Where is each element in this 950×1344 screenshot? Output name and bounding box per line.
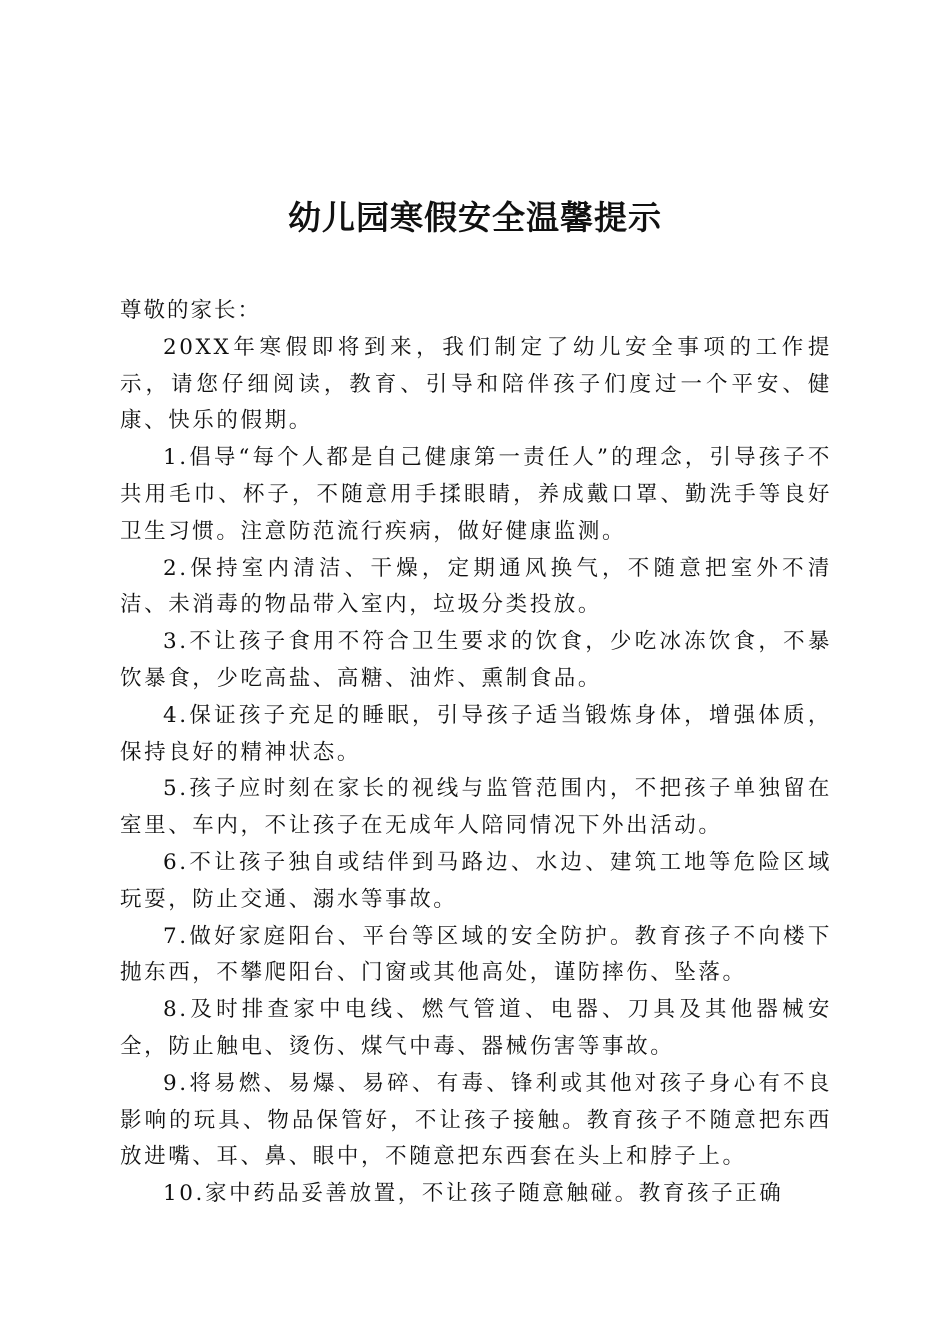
document-title: 幼儿园寒假安全温馨提示 [288,198,662,237]
tip-9-paragraph: 9.将易燃、易爆、易碎、有毒、锋利或其他对孩子身心有不良影响的玩具、物品保管好，不让孩子接触。教育孩子不随意把东西放进嘴、耳、鼻、眼中，不随意把东西套在头上和脖子上。 [120,1070,832,1170]
salutation: 尊敬的家长： [120,298,262,323]
tip-10-paragraph: 10.家中药品妥善放置，不让孩子随意触碰。教育孩子正确 [163,1181,784,1207]
document-body [120,293,832,1213]
tip-4-paragraph: 4.保证孩子充足的睡眠，引导孩子适当锻炼身体，增强体质，保持良好的精神状态。 [120,702,832,765]
tip-8-paragraph: 8.及时排查家中电线、燃气管道、电器、刀具及其他器械安全，防止触电、烫伤、煤气中毒、器械伤害等事故。 [120,997,832,1059]
tip-3-paragraph: 3.不让孩子食用不符合卫生要求的饮食，少吃冰冻饮食，不暴饮暴食，少吃高盐、高糖、油炸、熏制食品。 [120,629,832,691]
intro-paragraph: 20XX年寒假即将到来，我们制定了幼儿安全事项的工作提示，请您仔细阅读，教育、引导和陪伴孩子们度过一个平安、健康、快乐的假期。 [120,334,832,434]
tip-2-paragraph: 2.保持室内清洁、干燥，定期通风换气，不随意把室外不清洁、未消毒的物品带入室内，垃圾分类投放。 [120,555,832,618]
tip-5-paragraph: 5.孩子应时刻在家长的视线与监管范围内，不把孩子单独留在室里、车内，不让孩子在无成年人陪同情况下外出活动。 [120,776,832,839]
tip-1-paragraph: 1.倡导“每个人都是自己健康第一责任人”的理念，引导孩子不共用毛巾、杯子，不随意用手揉眼睛，养成戴口罩、勤洗手等良好卫生习惯。注意防范流行疾病，做好健康监测。 [120,445,832,544]
tip-6-paragraph: 6.不让孩子独自或结伴到马路边、水边、建筑工地等危险区域玩耍，防止交通、溺水等事故。 [120,849,832,912]
tip-7-paragraph: 7.做好家庭阳台、平台等区域的安全防护。教育孩子不向楼下抛东西，不攀爬阳台、门窗或其他高处，谨防摔伤、坠落。 [120,923,832,986]
